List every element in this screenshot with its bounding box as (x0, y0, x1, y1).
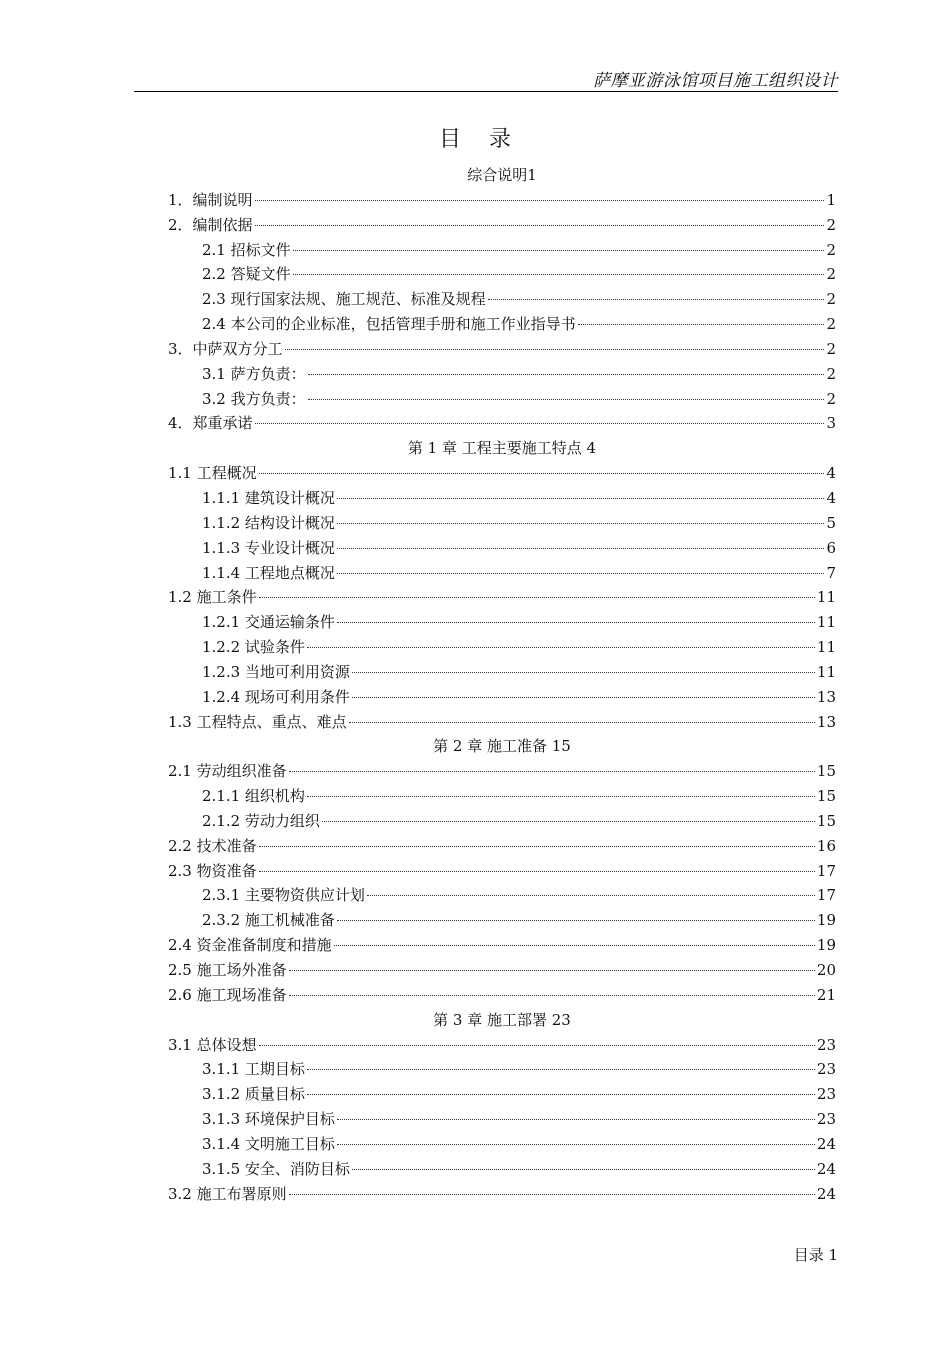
toc-entry[interactable] (168, 1182, 836, 1207)
toc-chapter-heading[interactable] (168, 1008, 836, 1033)
toc-dot-leader (255, 423, 825, 424)
toc-dot-leader (289, 995, 815, 996)
toc-page-number: 11 (816, 588, 836, 607)
toc-entry[interactable] (168, 536, 836, 561)
toc-page-number: 21 (816, 985, 836, 1004)
toc-entry-label: 3.1.1 工期目标 (202, 1060, 305, 1079)
toc-dot-leader (259, 846, 815, 847)
toc-entry-label: 2.1.2 劳动力组织 (202, 811, 320, 830)
toc-dot-leader (334, 945, 815, 946)
toc-page-number: 24 (816, 1134, 836, 1153)
toc-entry[interactable] (168, 834, 836, 859)
toc-page-number: 17 (816, 886, 836, 905)
toc-dot-leader (337, 498, 825, 499)
toc-page-number: 11 (816, 638, 836, 657)
toc-entry[interactable] (168, 337, 836, 362)
toc-entry-label: 3.1 萨方负责： (202, 364, 306, 383)
toc-entry-label: 1.2.3 当地可利用资源 (202, 662, 350, 681)
toc-dot-leader (289, 771, 815, 772)
toc-dot-leader (488, 299, 825, 300)
toc-page-number: 2 (826, 215, 836, 234)
toc-chapter-label: 第 2 章 施工准备 15 (433, 737, 571, 756)
toc-entry-label: 1．编制说明 (168, 190, 253, 209)
toc-dot-leader (352, 1169, 815, 1170)
toc-dot-leader (285, 349, 825, 350)
toc-page-number: 20 (816, 961, 836, 979)
toc-page-number: 11 (816, 662, 836, 681)
toc-dot-leader (307, 1094, 815, 1095)
toc-entry-label: 3.2 施工布署原则 (168, 1184, 287, 1203)
footer-page-number: 目录 1 (793, 1246, 838, 1264)
toc-page-number: 23 (816, 1035, 836, 1054)
toc-chapter-label: 综合说明1 (467, 166, 537, 184)
toc-entry[interactable] (168, 486, 836, 511)
toc-list (168, 163, 836, 1206)
toc-page-number: 24 (816, 1159, 836, 1178)
toc-page-number: 13 (816, 712, 836, 731)
toc-page-number: 2 (826, 389, 836, 408)
toc-entry-label: 2.1.1 组织机构 (202, 787, 305, 806)
toc-page-number: 15 (816, 787, 836, 806)
toc-dot-leader (337, 1119, 815, 1120)
toc-dot-leader (307, 647, 815, 648)
toc-entry[interactable] (168, 238, 836, 263)
toc-dot-leader (352, 672, 815, 673)
toc-entry-label: 1.3 工程特点、重点、难点 (168, 712, 347, 731)
toc-entry-label: 2.5 施工场外准备 (168, 961, 287, 979)
toc-entry-label: 2.3.2 施工机械准备 (202, 911, 335, 930)
toc-entry-label: 2.3 现行国家法规、施工规范、标准及规程 (202, 290, 486, 309)
toc-page-number: 19 (816, 936, 836, 955)
toc-entry-label: 1.1.4 工程地点概况 (202, 563, 335, 582)
toc-chapter-heading[interactable] (168, 734, 836, 759)
toc-entry[interactable] (168, 1157, 836, 1182)
toc-entry-label: 2.2 答疑文件 (202, 265, 291, 284)
toc-chapter-label: 第 1 章 工程主要施工特点 4 (407, 439, 597, 458)
toc-entry-label: 2.4 资金准备制度和措施 (168, 936, 332, 955)
toc-entry[interactable] (168, 883, 836, 908)
toc-page-number: 11 (816, 613, 836, 632)
toc-entry[interactable] (168, 561, 836, 586)
toc-dot-leader (293, 250, 825, 251)
toc-entry[interactable] (168, 461, 836, 486)
toc-entry-label: 3．中萨双方分工 (168, 339, 283, 358)
toc-entry-label: 2．编制依据 (168, 215, 253, 234)
toc-page-number: 2 (826, 265, 836, 284)
toc-entry[interactable] (168, 1057, 836, 1082)
toc-entry-label: 1.1.1 建筑设计概况 (202, 488, 335, 507)
toc-page-number: 2 (826, 290, 836, 309)
toc-dot-leader (337, 622, 815, 623)
toc-dot-leader (337, 523, 825, 524)
toc-page-number: 24 (816, 1184, 836, 1203)
toc-dot-leader (289, 1194, 815, 1195)
toc-page-number: 15 (816, 811, 836, 830)
toc-dot-leader (293, 274, 825, 275)
toc-page-number: 5 (826, 513, 836, 532)
toc-entry-label: 2.1 劳动组织准备 (168, 762, 287, 781)
toc-entry-label: 3.1.4 文明施工目标 (202, 1134, 335, 1153)
toc-title: 目录 (438, 127, 539, 152)
toc-entry-label: 2.3.1 主要物资供应计划 (202, 886, 365, 905)
toc-entry[interactable] (168, 411, 836, 436)
toc-entry[interactable] (168, 188, 836, 213)
toc-entry[interactable] (168, 1082, 836, 1107)
toc-entry-label: 2.2 技术准备 (168, 836, 257, 855)
toc-page-number: 7 (826, 563, 836, 582)
toc-dot-leader (349, 722, 815, 723)
toc-entry-label: 1.2.4 现场可利用条件 (202, 687, 350, 706)
toc-dot-leader (578, 324, 825, 325)
toc-dot-leader (308, 399, 825, 400)
toc-entry[interactable] (168, 312, 836, 337)
toc-entry[interactable] (168, 1107, 836, 1132)
toc-entry[interactable] (168, 287, 836, 312)
toc-dot-leader (337, 548, 825, 549)
toc-page-number: 2 (826, 339, 836, 358)
toc-dot-leader (337, 573, 825, 574)
toc-entry[interactable] (168, 635, 836, 660)
toc-entry[interactable] (168, 262, 836, 287)
toc-entry[interactable] (168, 213, 836, 238)
toc-dot-leader (337, 1144, 815, 1145)
toc-entry-label: 1.1 工程概况 (168, 464, 257, 483)
toc-entry-label: 3.1.5 安全、消防目标 (202, 1159, 350, 1178)
toc-page-number: 15 (816, 762, 836, 781)
toc-entry-label: 1.2 施工条件 (168, 588, 257, 607)
toc-page-number: 23 (816, 1110, 836, 1129)
toc-chapter-heading[interactable] (168, 436, 836, 461)
toc-dot-leader (367, 895, 815, 896)
toc-entry[interactable] (168, 958, 836, 983)
document-header-title: 萨摩亚游泳馆项目施工组织设计 (593, 71, 838, 91)
toc-dot-leader (255, 200, 825, 201)
toc-entry-label: 2.6 施工现场准备 (168, 985, 287, 1004)
toc-entry[interactable] (168, 759, 836, 784)
toc-page-number: 16 (816, 836, 836, 855)
toc-entry[interactable] (168, 908, 836, 933)
toc-dot-leader (259, 871, 815, 872)
toc-entry-label: 1.2.1 交通运输条件 (202, 613, 335, 632)
toc-entry[interactable] (168, 933, 836, 958)
toc-entry[interactable] (168, 710, 836, 735)
toc-entry-label: 1.1.2 结构设计概况 (202, 513, 335, 532)
toc-entry[interactable] (168, 809, 836, 834)
header-divider (134, 91, 838, 92)
toc-page-number: 13 (816, 687, 836, 706)
toc-page-number: 3 (826, 414, 836, 433)
toc-entry[interactable] (168, 511, 836, 536)
toc-page-number: 1 (826, 190, 836, 209)
toc-page-number: 4 (826, 464, 836, 483)
toc-page-number: 6 (826, 538, 836, 557)
toc-page-number: 2 (826, 315, 836, 334)
toc-dot-leader (337, 920, 815, 921)
toc-entry-label: 1.2.2 试验条件 (202, 638, 305, 657)
toc-dot-leader (322, 821, 815, 822)
toc-entry[interactable] (168, 1132, 836, 1157)
toc-entry[interactable] (168, 610, 836, 635)
toc-entry[interactable] (168, 585, 836, 610)
toc-dot-leader (259, 597, 815, 598)
toc-dot-leader (259, 1045, 815, 1046)
toc-entry-label: 3.1.2 质量目标 (202, 1085, 305, 1104)
toc-entry-label: 3.1.3 环境保护目标 (202, 1110, 335, 1129)
toc-dot-leader (259, 473, 825, 474)
toc-entry-label: 2.4 本公司的企业标准，包括管理手册和施工作业指导书 (202, 315, 576, 334)
toc-entry[interactable] (168, 387, 836, 412)
toc-entry-label: 1.1.3 专业设计概况 (202, 538, 335, 557)
toc-page-number: 2 (826, 364, 836, 383)
toc-dot-leader (255, 225, 825, 226)
toc-entry[interactable] (168, 660, 836, 685)
toc-page-number: 4 (826, 488, 836, 507)
toc-page-number: 23 (816, 1060, 836, 1079)
toc-entry[interactable] (168, 362, 836, 387)
toc-entry-label: 4．郑重承诺 (168, 414, 253, 433)
toc-dot-leader (307, 796, 815, 797)
toc-entry[interactable] (168, 784, 836, 809)
toc-page-number: 23 (816, 1085, 836, 1104)
toc-page-number: 19 (816, 911, 836, 930)
toc-dot-leader (352, 697, 815, 698)
toc-chapter-heading[interactable] (168, 163, 836, 188)
toc-entry[interactable] (168, 983, 836, 1008)
toc-chapter-label: 第 3 章 施工部署 23 (433, 1010, 571, 1029)
toc-entry-label: 2.1 招标文件 (202, 240, 291, 259)
toc-entry[interactable] (168, 859, 836, 884)
toc-entry[interactable] (168, 685, 836, 710)
toc-dot-leader (289, 970, 815, 971)
toc-entry-label: 3.1 总体设想 (168, 1035, 257, 1054)
toc-entry[interactable] (168, 1033, 836, 1058)
toc-page-number: 2 (826, 240, 836, 259)
toc-page-number: 17 (816, 861, 836, 880)
toc-entry-label: 3.2 我方负责： (202, 389, 306, 408)
toc-dot-leader (308, 374, 825, 375)
toc-dot-leader (307, 1069, 815, 1070)
toc-entry-label: 2.3 物资准备 (168, 861, 257, 880)
